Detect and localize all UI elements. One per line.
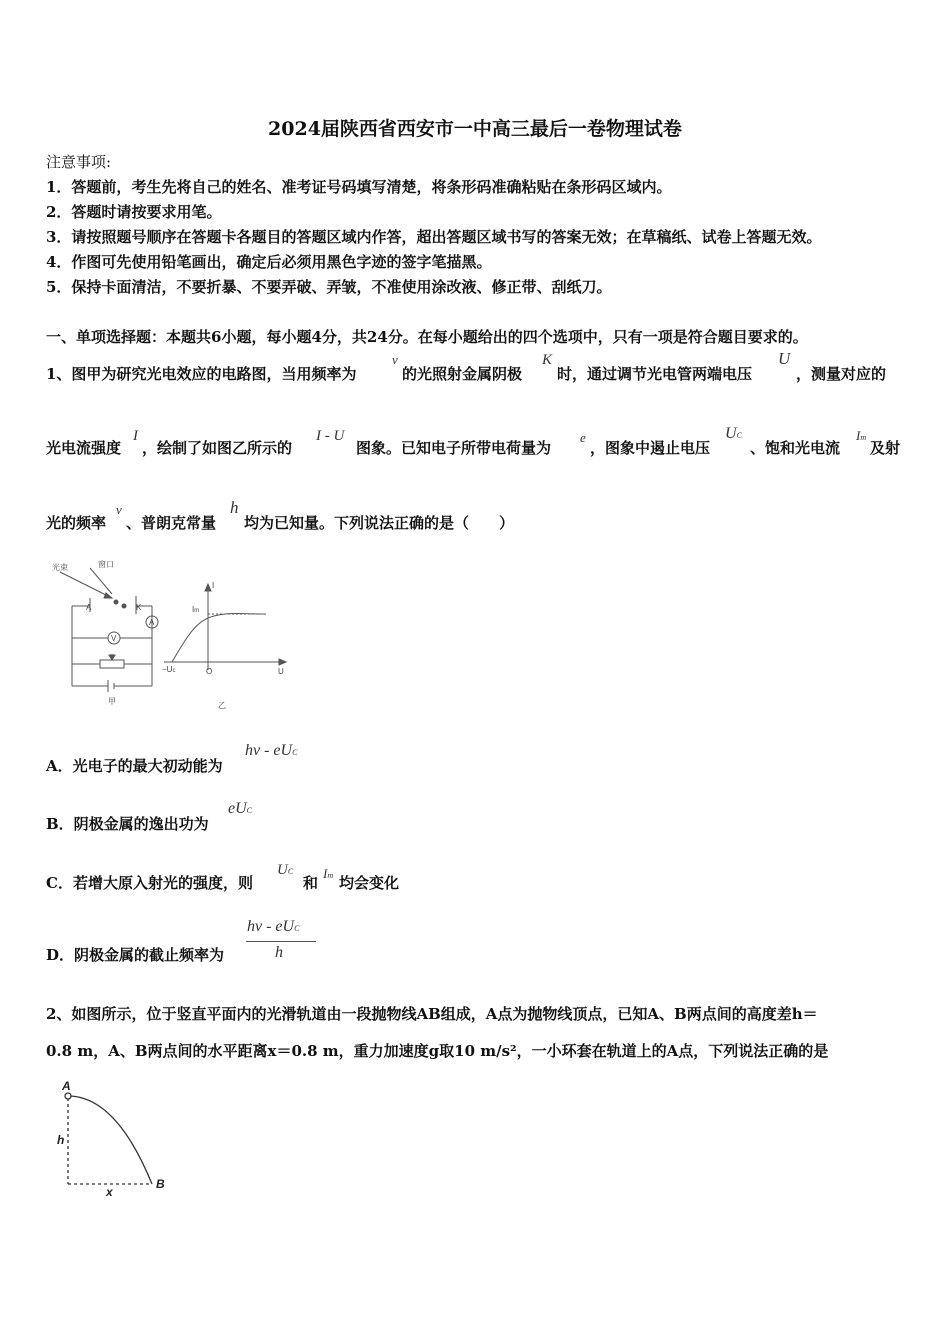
math-i-u: I - U (316, 428, 345, 444)
q1-text: 光的频率 (46, 514, 107, 532)
q1-text: 时，通过调节光电管两端电压 (557, 365, 753, 383)
note-item-5: 5．保持卡面清洁，不要折暴、不要弄破、弄皱，不准使用涂改液、修正带、刮纸刀。 (46, 278, 612, 296)
math-i: I (133, 428, 138, 444)
math-k: K (542, 352, 553, 368)
note-item-1: 1．答题前，考生先将自己的姓名、准考证号码填写清楚，将条形码准确粘贴在条形码区域内。 (46, 178, 672, 196)
math-nu: v (116, 502, 122, 517)
q1-text: 及射 (870, 439, 901, 457)
notes-heading: 注意事项: (46, 153, 112, 171)
math-u: U (778, 349, 791, 368)
q1-text: 均为已知量。下列说法正确的是（ ） (244, 514, 515, 532)
svg-text:I: I (212, 581, 215, 590)
svg-text:h: h (57, 1133, 65, 1147)
q1-text: 、饱和光电流 (750, 439, 841, 457)
note-item-4: 4．作图可先使用铅笔画出，确定后必须用黑色字迹的签字笔描黑。 (46, 253, 492, 271)
svg-text:窗口: 窗口 (98, 560, 114, 569)
math-uc: UC (725, 425, 742, 442)
svg-text:甲: 甲 (108, 697, 116, 706)
q1-text: 的光照射金属阴极 (402, 365, 523, 383)
svg-text:A: A (149, 618, 155, 627)
math-im: Im (856, 428, 867, 443)
note-item-3: 3．请按照题号顺序在答题卡各题目的答题区域内作答，超出答题区域书写的答案无效；在草稿纸、试卷上答题无效。 (46, 228, 822, 246)
q1-text: 图象。已知电子所带电荷量为 (356, 439, 552, 457)
option-c: 和 (303, 874, 319, 892)
math-h: h (230, 498, 239, 517)
math-e: e (580, 430, 586, 445)
note-item-2: 2．答题时请按要求用笔。 (46, 203, 222, 221)
q1-text: 、普朗克常量 (126, 514, 217, 532)
svg-text:U: U (278, 667, 284, 676)
q1-figure (46, 558, 296, 713)
option-c: 均会变化 (339, 874, 400, 892)
svg-text:乙: 乙 (218, 701, 226, 710)
option-d: D．阴极金属的截止频率为 (46, 946, 225, 964)
q1-text: ，绘制了如图乙所示的 (142, 439, 293, 457)
svg-text:x: x (106, 1185, 113, 1196)
q1-text: ，测量对应的 (796, 365, 887, 383)
math-option-b: eUC (228, 800, 252, 817)
option-a: A．光电子的最大初动能为 (46, 757, 223, 775)
math-nu: v (392, 352, 398, 367)
q2-figure (56, 1078, 176, 1196)
svg-text:A: A (62, 1079, 71, 1093)
svg-text:K: K (136, 603, 142, 612)
math-option-d-num: hv - eUC (247, 918, 300, 935)
q1-text: 1、图甲为研究光电效应的电路图，当用频率为 (46, 365, 357, 383)
svg-text:A: A (86, 603, 92, 612)
option-b: B．阴极金属的逸出功为 (46, 815, 209, 833)
math-option-d-den: h (275, 944, 283, 961)
svg-text:Im: Im (192, 605, 200, 614)
option-c: C．若增大原入射光的强度，则 (46, 874, 253, 892)
page-title: 2024届陕西省西安市一中高三最后一卷物理试卷 (268, 118, 682, 140)
math-im: Im (323, 866, 334, 881)
svg-text:−Uc: −Uc (162, 665, 176, 674)
q2-text: 2、如图所示，位于竖直平面内的光滑轨道由一段抛物线AB组成，A点为抛物线顶点，已知A、B两点间的高度差h＝ (46, 1005, 818, 1023)
svg-text:O: O (206, 667, 213, 676)
q1-text: 光电流强度 (46, 439, 122, 457)
svg-text:V: V (111, 634, 117, 643)
q1-text: ，图象中遏止电压 (590, 439, 711, 457)
section-heading: 一、单项选择题：本题共6小题，每小题4分，共24分。在每小题给出的四个选项中，只有一项是符合题目要求的。 (46, 328, 808, 346)
math-option-a: hv - eUC (245, 742, 298, 759)
fraction-bar (246, 941, 316, 942)
svg-text:光束: 光束 (52, 563, 68, 572)
svg-text:B: B (156, 1177, 165, 1191)
q2-text: 0.8 m，A、B两点间的水平距离x＝0.8 m，重力加速度g取10 m/s²，一小环套在轨道上的A点，下列说法正确的是 (46, 1042, 829, 1060)
math-uc: UC (277, 862, 294, 878)
